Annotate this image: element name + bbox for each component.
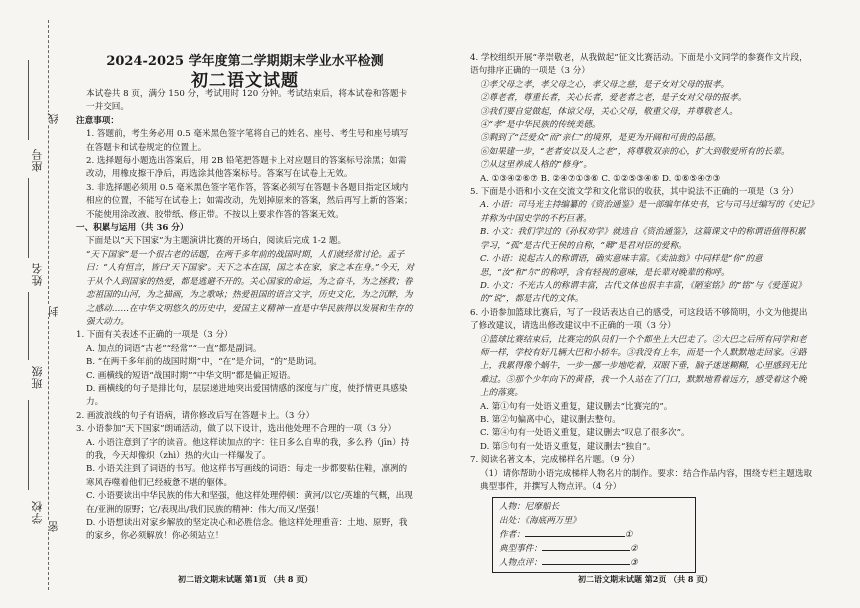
left-column [76,88,414,544]
class-label: 班级 [31,365,44,389]
binding-margin [0,0,60,608]
q1-option-d: D. 画横线的句子是排比句，层层递进地突出爱国情感的深度与广度，使抒情更具感染力。 [86,383,408,408]
card-author-blank[interactable] [525,536,625,537]
q3-option-b: B. 小语关注到了词语的书写。他这样书写画线的词语：每走一步都要粘住鞋，凛冽的寒风吞噬着他们已经疲惫不堪的躯体。 [86,464,408,488]
card-person: 尼摩船长 [524,502,560,513]
card-comment-blank[interactable] [542,564,630,565]
right-column [470,52,814,573]
card-source: 《海底两万里》 [524,516,581,527]
q6-option-c: C. 第④句有一处语义重复，建议删去“叹息了很多次”。 [480,428,690,439]
name-write-line [28,178,29,258]
page-footer-right: 初二语文期末试题 第2页 （共 8 页） [578,574,713,584]
q1-option-b: B. “在两千多年前的战国时期”中，“在”是介词，“的”是助词。 [86,357,322,368]
q5-option-a: A. 小语：司马光主持编纂的《资治通鉴》是一部编年体史书，它与司马迁编写的《史记》并称为中国史学的不朽巨著。 [480,200,814,224]
notes-title: 注意事项： [76,115,119,126]
note-item: 2. 选择题每小题选出答案后，用 2B 铅笔把答题卡上对应题目的答案标号涂黑；如需改动，用橡皮擦干净后，再选涂其他答案标号。答案写在试卷上无效。 [86,156,407,180]
q6-passage: ①篮球比赛结束后，比赛完的队员们一个个都坐上大巴走了。②大巴之后所有同学和老师一样，学校有好几辆大巴和小轿车。③我没有上车，而是一个人默默地走回家。④路上，我累得像个蜗牛，一步一挪一步地吃着，双眼下垂，脑子迷迷糊糊，心里感到无比难过。⑤那个少年向下的黄昏，我一个人站在了门口，默默地看着远方，感受着这个晚上的落寞。 [480,334,807,399]
q5-option-c: C. 小语：说起古人的称谓语，确实意味丰富。《卖油翁》中同样是“你”的意思，“汝”和“尔”的称呼，含有轻视的意味，是长辈对晚辈的称呼。 [480,254,763,278]
q3-option-a: A. 小语注意到了字的读音。他这样读加点的字：往日多么自卑的我，多么矜（jīn）持的我，今天却像炽（zhì）热的火山一样爆发了。 [86,437,410,461]
school-label: 学校 [31,500,44,524]
card-event-label: 典型事件： [499,544,542,555]
question-2: 2. 画波浪线的句子有语病，请你修改后写在答题卡上。（3 分） [76,410,315,421]
section-intro: 下面是以“天下国家”为主题演讲比赛的开场白，阅读后完成 1-2 题。 [86,236,347,247]
q1-option-c: C. 画横线的短语“战国时期”“中华文明”都是偏正短语。 [86,370,296,381]
q4-item: ⑥如果建一步，“老者安以及人之老”，将尊敬双亲的心，扩大到敬爱所有的长辈。 [480,146,790,157]
seal-xian: 线 [47,112,60,124]
exam-year-title: 2024-2025 学年度第二学期期末学业水平检测 [106,54,384,69]
intro-text: 本试卷共 8 页，满分 150 分，考试用时 120 分钟。考试结束后，将本试卷和答题卡一并交回。 [86,89,408,113]
seal-mi: 密 [47,520,60,532]
section-heading: 一、积累与运用（共 36 分） [76,223,189,234]
character-card [492,497,696,573]
card-comment-mark: ③ [629,558,638,569]
exam-subject-title: 初二语文试题 [191,71,299,91]
q4-options: A. ①③④②⑥⑦ B. ②④⑦①③⑥ C. ①②⑤③④⑥ D. ①⑥⑤④⑦③ [480,173,721,184]
question-1: 1. 下面有关表述不正确的一项是（3 分） [76,330,233,341]
seat-label: 座号 [31,148,44,172]
school-write-line [28,400,29,490]
seat-write-line [28,60,29,140]
card-comment-label: 人物点评： [499,558,542,569]
q7-subquestion: （1）请你帮助小语完成梯样人物名片的制作。要求：结合作品内容，围绕专栏主题选取典型事件，并撰写人物点评。（4 分） [480,468,813,492]
q4-item: ③我们要自觉做起，体谅父母，关心父母，敬重父母，并尊敬老人。 [480,106,738,117]
q5-option-b: B. 小文：我们学过的《孙权劝学》就选自《资治通鉴》，这篇课文中的称谓语值得积累学习，“孤”是古代王侯的自称，“卿”是君对臣的爱称。 [480,227,806,251]
question-6: 6. 小语参加篮球比赛后，写了一段话表达自己的感受，可这段话不够简明，小文为他提出了修改建议，请选出修改建议中不正确的一项（3 分） [470,307,808,332]
question-5: 5. 下面是小语和小文在交流文学和文化常识的收获，其中说法不正确的一项是（3 分） [470,187,799,198]
q6-option-d: D. 第⑤句有一处语义重复，建议删去“独自”。 [480,441,656,452]
note-item: 1. 答题前，考生务必用 0.5 毫米黑色签字笔将自己的姓名、座号、考生号和座号填写在答题卡和试卷规定的位置上。 [86,129,409,153]
question-4: 4. 学校组织开展“孝崇敬老，从我做起”征文比赛活动。下面是小文同学的参赛作文片段，语句排序正确的一项是（3 分） [470,53,808,77]
q3-option-d: D. 小语想读出对家乡解放的坚定决心和必胜信念。他这样处理重音：土地、原野，我的家乡，你必须解放！你必须站立！ [86,518,408,542]
q6-option-a: A. 第①句有一处语义重复，建议删去“比赛完的”。 [480,401,673,412]
question-7: 7. 阅读名著文本，完成梯样名片题。（9 分） [470,455,640,466]
card-author-label: 作者： [499,530,525,541]
q4-item: ⑤剩到了“泛爱众”而“亲仁”的境界，是更为开阔和可贵的品德。 [480,133,722,144]
card-author-mark: ① [624,530,633,541]
card-person-label: 人物： [499,502,525,513]
q1-option-a: A. 加点的词语“古老”“经常”“一直”都是副词。 [86,343,262,354]
note-item: 3. 非选择题必须用 0.5 毫米黑色签字笔作答，答案必须写在答题卡各题目指定区域内相应的位置，不能写在试卷上；如需改动，先划掉原来的答案，然后再写上新的答案；不能使用涂改液、胶带纸、修正带。不按以上要求作答的答案无效。 [86,182,413,220]
q3-option-c: C. 小语要读出中华民族的伟大和坚强，他这样处理停顿：黄河/以它/英雄的气概，出现在/亚洲的原野；它/表现出/我们民族的精神：伟大/而又/坚强！ [86,491,413,515]
q5-option-d: D. 小文：不光古人的称谓丰富，古代文体也很丰丰富，《陋室铭》的“铭”与《爱莲说》的“说”，都是古代的文体。 [480,280,806,305]
q6-option-b: B. 第②句偏离中心，建议删去整句。 [480,414,621,425]
card-source-label: 出处： [499,516,525,527]
reading-passage: “天下国家”是一个很古老的话题，在两千多年前的战国时期，人们就经常讨论。孟子曰：“人有恒言，皆曰‘天下国家’。天下之本在国，国之本在家，家之本在身。”今天，对于从个人到国家的热爱，都是逃避不开的。关心国家的命运，为之奋斗，为之拯救；眷恋祖国的山河，为之描画，为之歌咏；热爱祖国的语言文字，历史文化，为之沉醉，为之感动……在中华文明悠久的历史中，爱国主义精神一直是中华民族得以发展和生存的强大动力。 [86,249,414,327]
card-event-blank[interactable] [542,550,630,551]
q4-item: ①孝父母之孝，孝父母之心，孝父母之慈，是子女对父母的报孝。 [480,79,730,90]
q4-item: ⑦从这里养成人格的“修身”。 [480,160,592,171]
page-footer-left: 初二语文期末试题 第1页 （共 8 页） [178,574,313,584]
q4-item: ②尊老者，尊重长者，关心长者，爱老者之老，是子女对父母的报孝。 [480,93,747,104]
card-event-mark: ② [629,544,638,555]
seal-feng: 封 [47,305,60,317]
q4-item: ④“孝”是中华民族的传统美德。 [480,120,601,131]
question-3: 3. 小语参加“天下国家”朗诵活动，做了以下设计，选出他处理不合理的一项（3 分） [76,424,397,435]
name-label: 姓名 [31,262,44,286]
class-write-line [28,292,29,360]
